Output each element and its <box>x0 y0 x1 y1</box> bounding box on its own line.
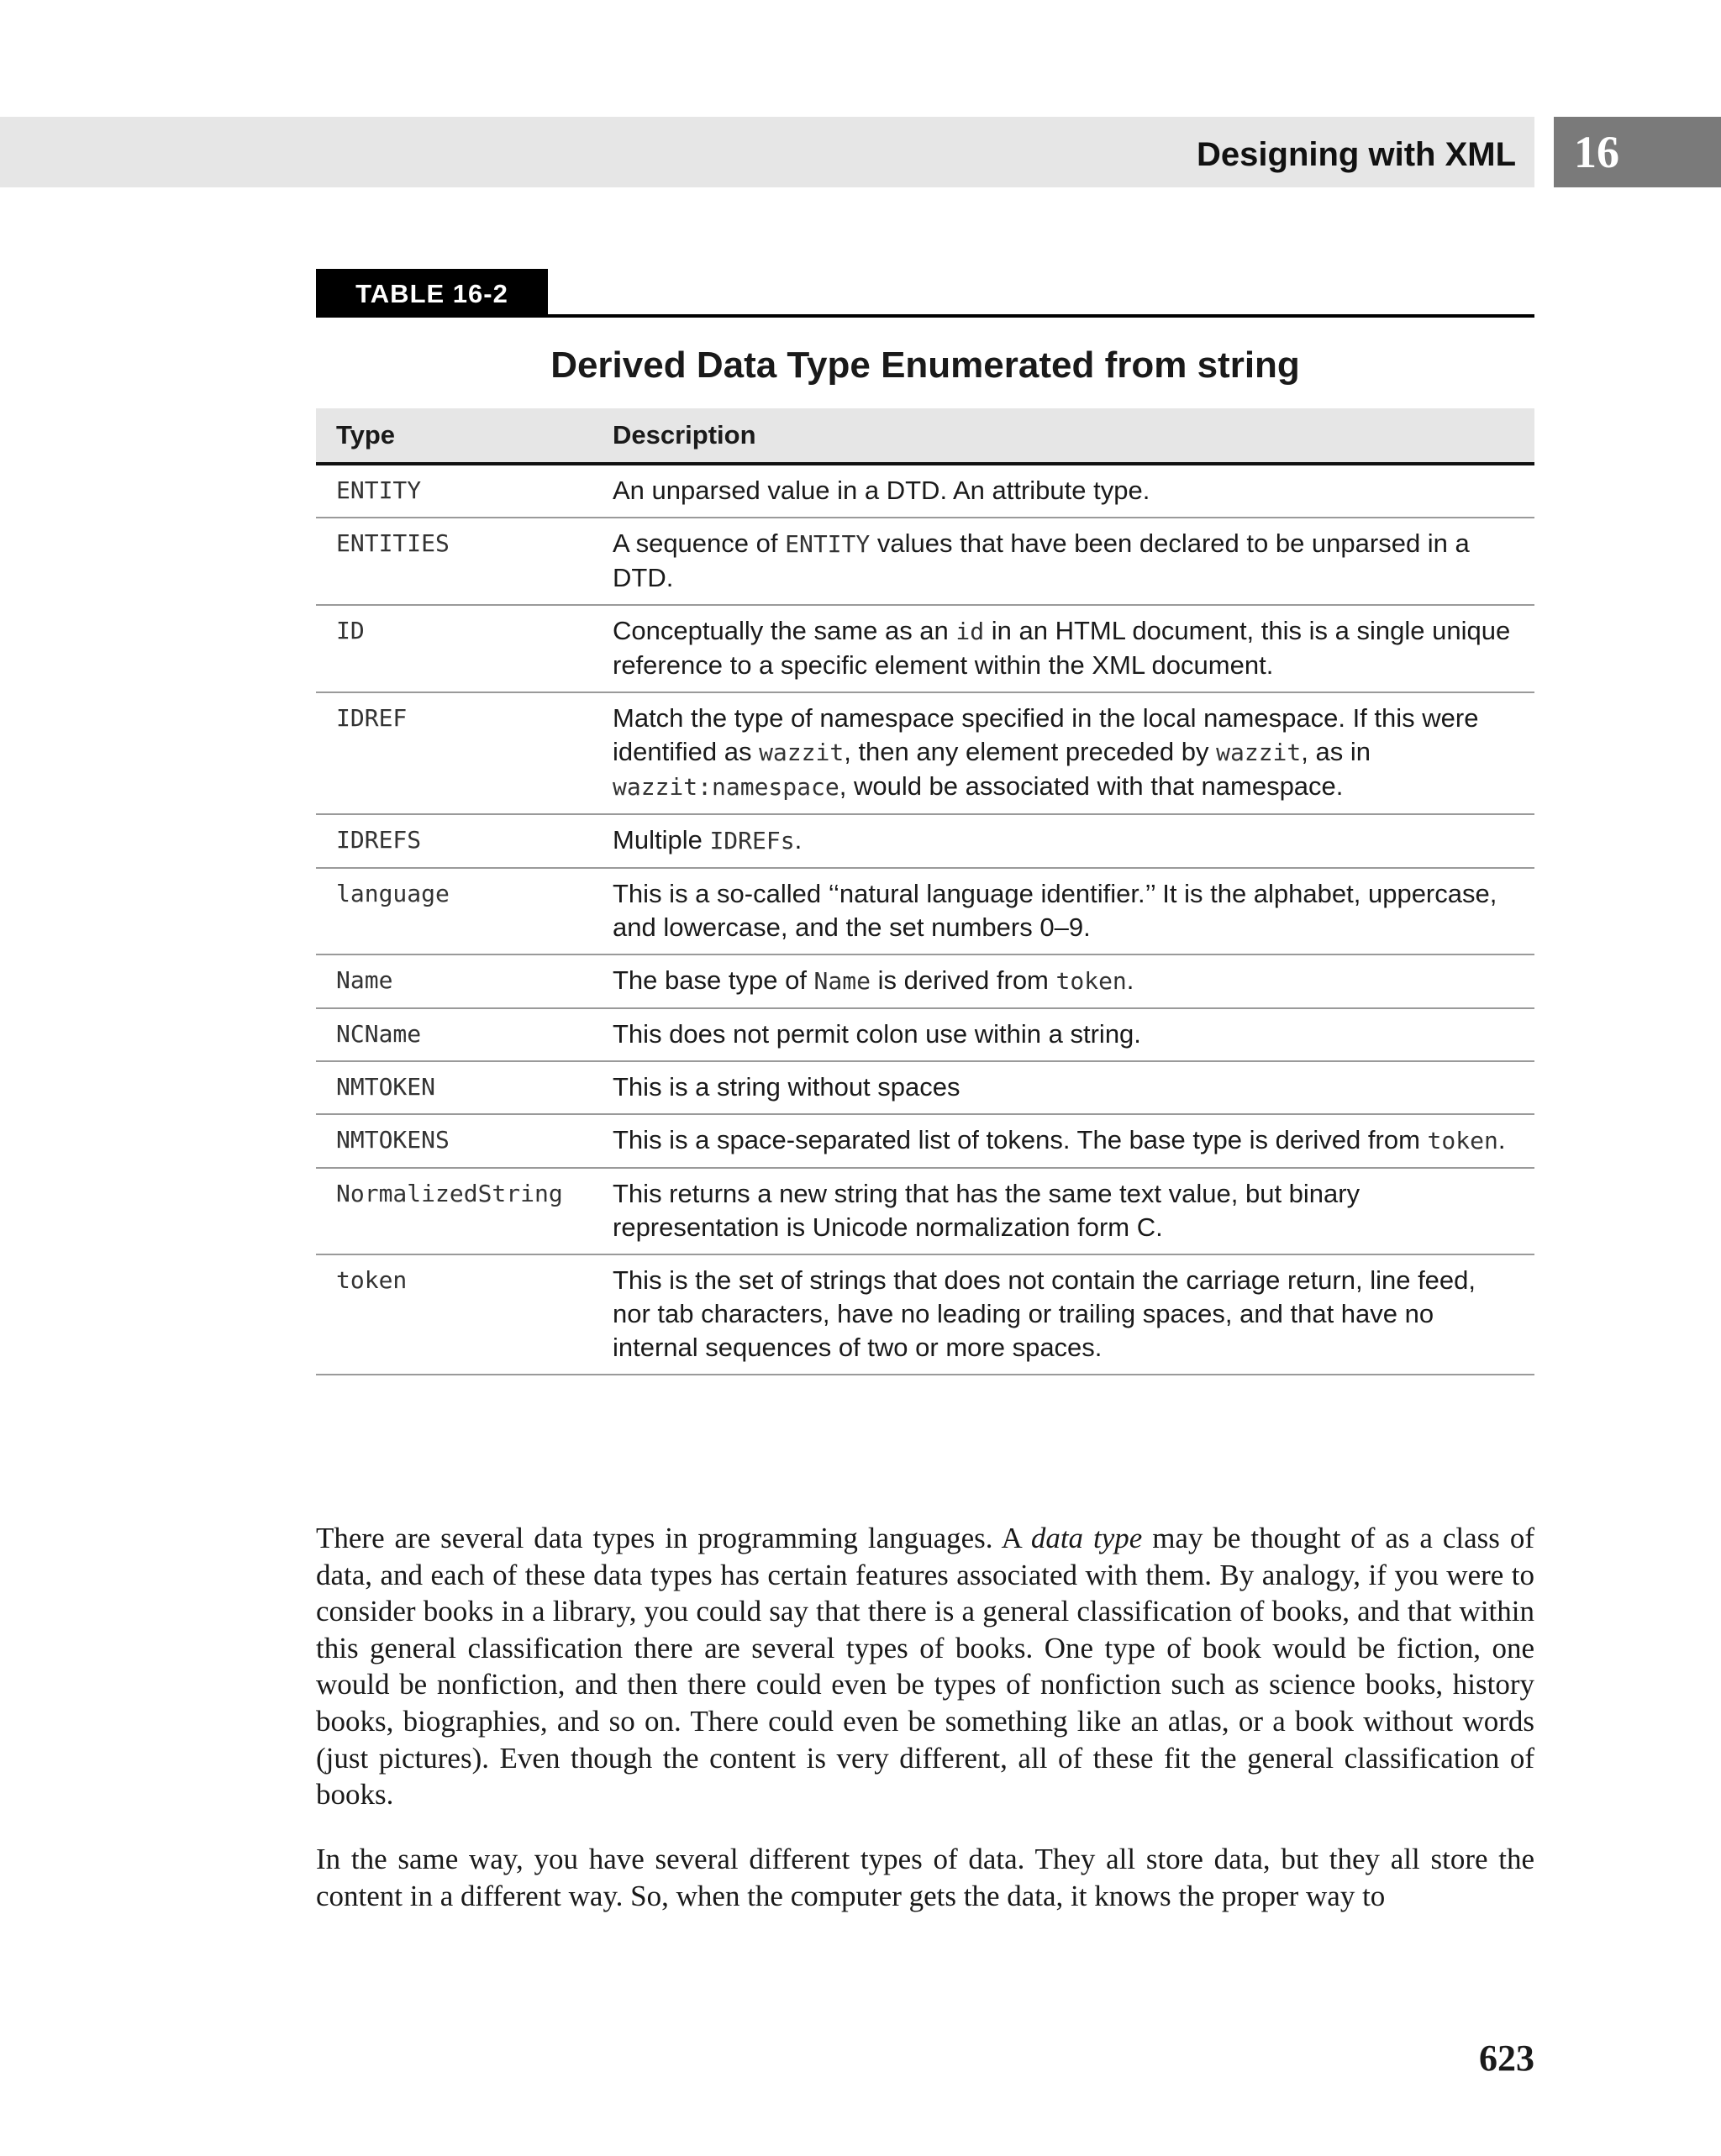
description-cell <box>592 1008 1534 1061</box>
type-cell: IDREF <box>316 692 592 814</box>
type-cell: ENTITY <box>316 464 592 518</box>
inline-code: wazzit <box>1216 739 1302 766</box>
type-cell: NMTOKEN <box>316 1061 592 1114</box>
text-run: This returns a new string that has the same text value, but binary representation is Unicode normalization form C. <box>613 1179 1360 1242</box>
table-header-row <box>316 408 1534 464</box>
type-cell: NCName <box>316 1008 592 1061</box>
text-run: values that have been declared to be unparsed in a DTD. <box>613 528 1470 592</box>
description-cell <box>592 605 1534 692</box>
description-cell <box>592 868 1534 954</box>
type-cell: ENTITIES <box>316 518 592 605</box>
body-paragraph-1 <box>316 1520 1534 1813</box>
table-row <box>316 464 1534 518</box>
data-type-table <box>316 408 1534 1375</box>
description-cell <box>592 1061 1534 1114</box>
table-top-rule <box>316 314 1534 318</box>
description-cell <box>592 814 1534 868</box>
table-label: TABLE 16-2 <box>316 269 548 317</box>
text-run: An unparsed value in a DTD. An attribute type. <box>613 476 1150 505</box>
chapter-tab <box>1554 117 1721 187</box>
type-cell: Name <box>316 954 592 1008</box>
text-run: in an HTML document, this is a single unique reference to a specific element within the XML document. <box>613 616 1511 680</box>
table-row <box>316 1254 1534 1375</box>
text-run: This is a space-separated list of tokens. The base type is derived from <box>613 1125 1428 1154</box>
table-row <box>316 868 1534 954</box>
text-run: is derived from <box>870 965 1056 995</box>
inline-code: wazzit:namespace <box>613 773 839 801</box>
description-cell <box>592 954 1534 1008</box>
table-body <box>316 464 1534 1375</box>
text-run: . <box>794 825 803 855</box>
table-row <box>316 814 1534 868</box>
page-number: 623 <box>1479 2038 1534 2079</box>
text-run: There are several data types in programming languages. A <box>316 1522 1031 1554</box>
inline-code: IDREFs <box>709 827 795 855</box>
table-row <box>316 692 1534 814</box>
table-row <box>316 1008 1534 1061</box>
text-run: In the same way, you have several different types of data. They all store data, but they all store the content in a different way. So, when the computer gets the data, it knows the proper way to <box>316 1843 1534 1912</box>
table-row <box>316 518 1534 605</box>
table-row <box>316 605 1534 692</box>
inline-code: token <box>1427 1127 1498 1154</box>
description-cell <box>592 1254 1534 1375</box>
inline-code: token <box>1055 967 1127 995</box>
type-cell: language <box>316 868 592 954</box>
body-paragraph-2 <box>316 1841 1534 1914</box>
text-run: , would be associated with that namespace. <box>839 771 1344 801</box>
inline-code: ENTITY <box>785 530 871 558</box>
text-run: may be thought of as a class of data, and each of these data types has certain features associated with them. By analogy, if you were to consider books in a library, you could say that there is a general classification of books, and that within this general classification there are several types of books. One type of book would be fiction, one would be nonfiction, and then there could even be types of nonfiction such as science books, history books, biographies, and so on. There could even be something like an atlas, or a book without words (just pictures). Even though the content is very different, all of these fit the general classification of books. <box>316 1522 1534 1812</box>
text-run: The base type of <box>613 965 814 995</box>
description-cell <box>592 1168 1534 1254</box>
text-run: . <box>1497 1125 1506 1154</box>
chapter-number: 16 <box>1574 127 1619 177</box>
table-row <box>316 1114 1534 1168</box>
text-run: A sequence of <box>613 528 786 558</box>
text-run: This is a string without spaces <box>613 1072 960 1102</box>
text-run: This is the set of strings that does not contain the carriage return, line feed, nor tab characters, have no leading or trailing spaces, and that have no internal sequences of two or more spaces. <box>613 1265 1476 1362</box>
table-row <box>316 1061 1534 1114</box>
type-cell: token <box>316 1254 592 1375</box>
running-header-title: Designing with XML <box>1197 136 1516 173</box>
type-cell: NMTOKENS <box>316 1114 592 1168</box>
description-cell <box>592 464 1534 518</box>
inline-code: id <box>955 618 985 645</box>
inline-code: wazzit <box>759 739 845 766</box>
text-run: Multiple <box>613 825 710 855</box>
inline-code: Name <box>813 967 871 995</box>
emphasis: data type <box>1030 1522 1143 1554</box>
text-run: , as in <box>1301 737 1371 766</box>
description-cell <box>592 1114 1534 1168</box>
text-run: , then any element preceded by <box>844 737 1217 766</box>
table-row <box>316 954 1534 1008</box>
text-run: Conceptually the same as an <box>613 616 956 645</box>
type-cell: IDREFS <box>316 814 592 868</box>
table-row <box>316 1168 1534 1254</box>
column-header-description: Description <box>592 408 1534 464</box>
type-cell: NormalizedString <box>316 1168 592 1254</box>
column-header-type: Type <box>316 408 592 464</box>
text-run: Match the type of namespace specified in the local namespace. If this were identified as <box>613 703 1479 766</box>
description-cell <box>592 518 1534 605</box>
table-title: Derived Data Type Enumerated from string <box>550 344 1300 386</box>
text-run: This does not permit colon use within a string. <box>613 1019 1141 1049</box>
type-cell: ID <box>316 605 592 692</box>
description-cell <box>592 692 1534 814</box>
text-run: . <box>1126 965 1134 995</box>
text-run: This is a so-called ‘‘natural language identifier.’’ It is the alphabet, uppercase, and lowercase, and the set numbers 0–9. <box>613 879 1497 942</box>
